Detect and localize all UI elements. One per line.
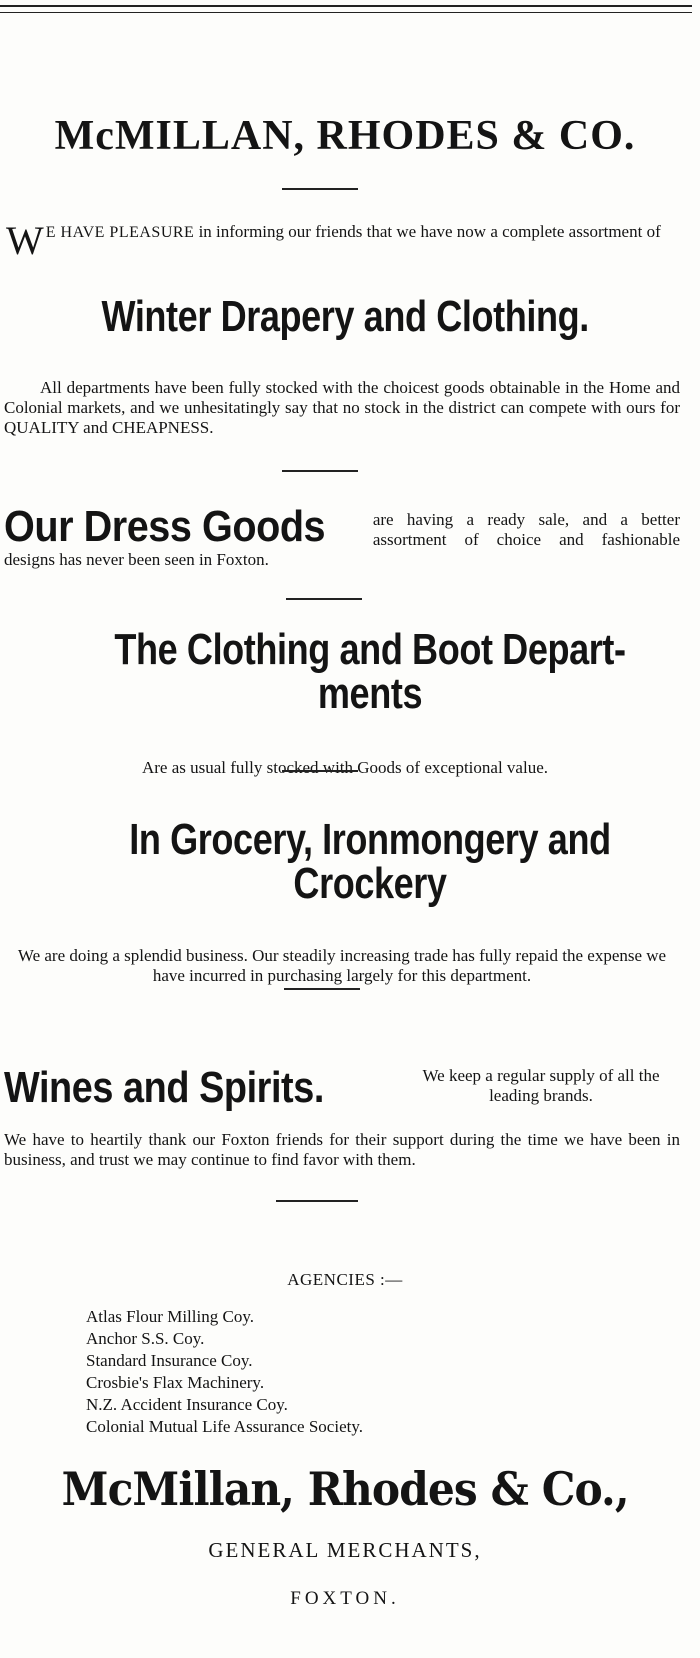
agencies-title: AGENCIES :— <box>287 1270 403 1289</box>
dress-goods-heading: Our Dress Goods <box>4 502 326 551</box>
divider-rule <box>286 598 362 600</box>
grocery-text: We are doing a splendid business. Our steadily increasing trade has fully repaid the expense we have incurred in purchasing largely for this department. <box>17 946 667 985</box>
departments-paragraph <box>4 378 680 438</box>
winter-heading-text: Winter Drapery and Clothing. <box>101 292 589 341</box>
footer-company-name: McMillan, Rhodes & Co., <box>61 1462 629 1516</box>
divider-rule <box>282 188 358 190</box>
divider-rule <box>276 1200 358 1202</box>
intro-paragraph <box>6 218 686 263</box>
dress-goods-section <box>4 500 680 570</box>
top-border-rule <box>0 5 692 13</box>
wines-heading: Wines and Spirits. <box>4 1063 324 1112</box>
winter-heading <box>0 292 690 342</box>
advert-title: McMILLAN, RHODES & CO. <box>54 113 636 159</box>
intro-rest: in informing our friends that we have now a complete assortment of <box>198 222 661 241</box>
wines-text: We keep a regular supply of all the leading brands. <box>422 1066 660 1105</box>
agency-item: N.Z. Accident Insurance Coy. <box>86 1395 288 1414</box>
clothing-heading: The Clothing and Boot Depart-ments <box>114 625 626 718</box>
agency-item: Anchor S.S. Coy. <box>86 1329 205 1348</box>
agency-item: Colonial Mutual Life Assurance Society. <box>86 1417 363 1436</box>
agency-item: Standard Insurance Coy. <box>86 1351 253 1370</box>
grocery-heading: In Grocery, Ironmongery and Crockery <box>129 815 611 908</box>
footer-role: GENERAL MERCHANTS, <box>208 1538 482 1562</box>
dress-goods-text: are having a ready sale, and a better assortment of choice and fashionable designs has never been seen in Foxton. <box>4 510 680 569</box>
divider-rule <box>284 988 360 990</box>
thanks-paragraph: We have to heartily thank our Foxton friends for their support during the time we have been in business, and trust we may continue to find favor with them. <box>4 1130 680 1169</box>
footer-town: FOXTON. <box>290 1588 400 1609</box>
divider-rule <box>282 470 358 472</box>
agency-item: Atlas Flour Milling Coy. <box>86 1307 254 1326</box>
agencies-list <box>86 1306 363 1438</box>
drop-cap: W <box>6 218 44 263</box>
departments-text: All departments have been fully stocked with the choicest goods obtainable in the Home and Colonial markets, and we unhesitatingly say that no stock in the district can compete with ours for QUALITY and CHEAPNESS. <box>4 378 680 437</box>
agency-item: Crosbie's Flax Machinery. <box>86 1373 265 1392</box>
divider-rule <box>282 770 358 772</box>
intro-lead: E HAVE PLEASURE <box>45 224 195 241</box>
clothing-text: Are as usual fully stocked with Goods of exceptional value. <box>141 758 548 777</box>
